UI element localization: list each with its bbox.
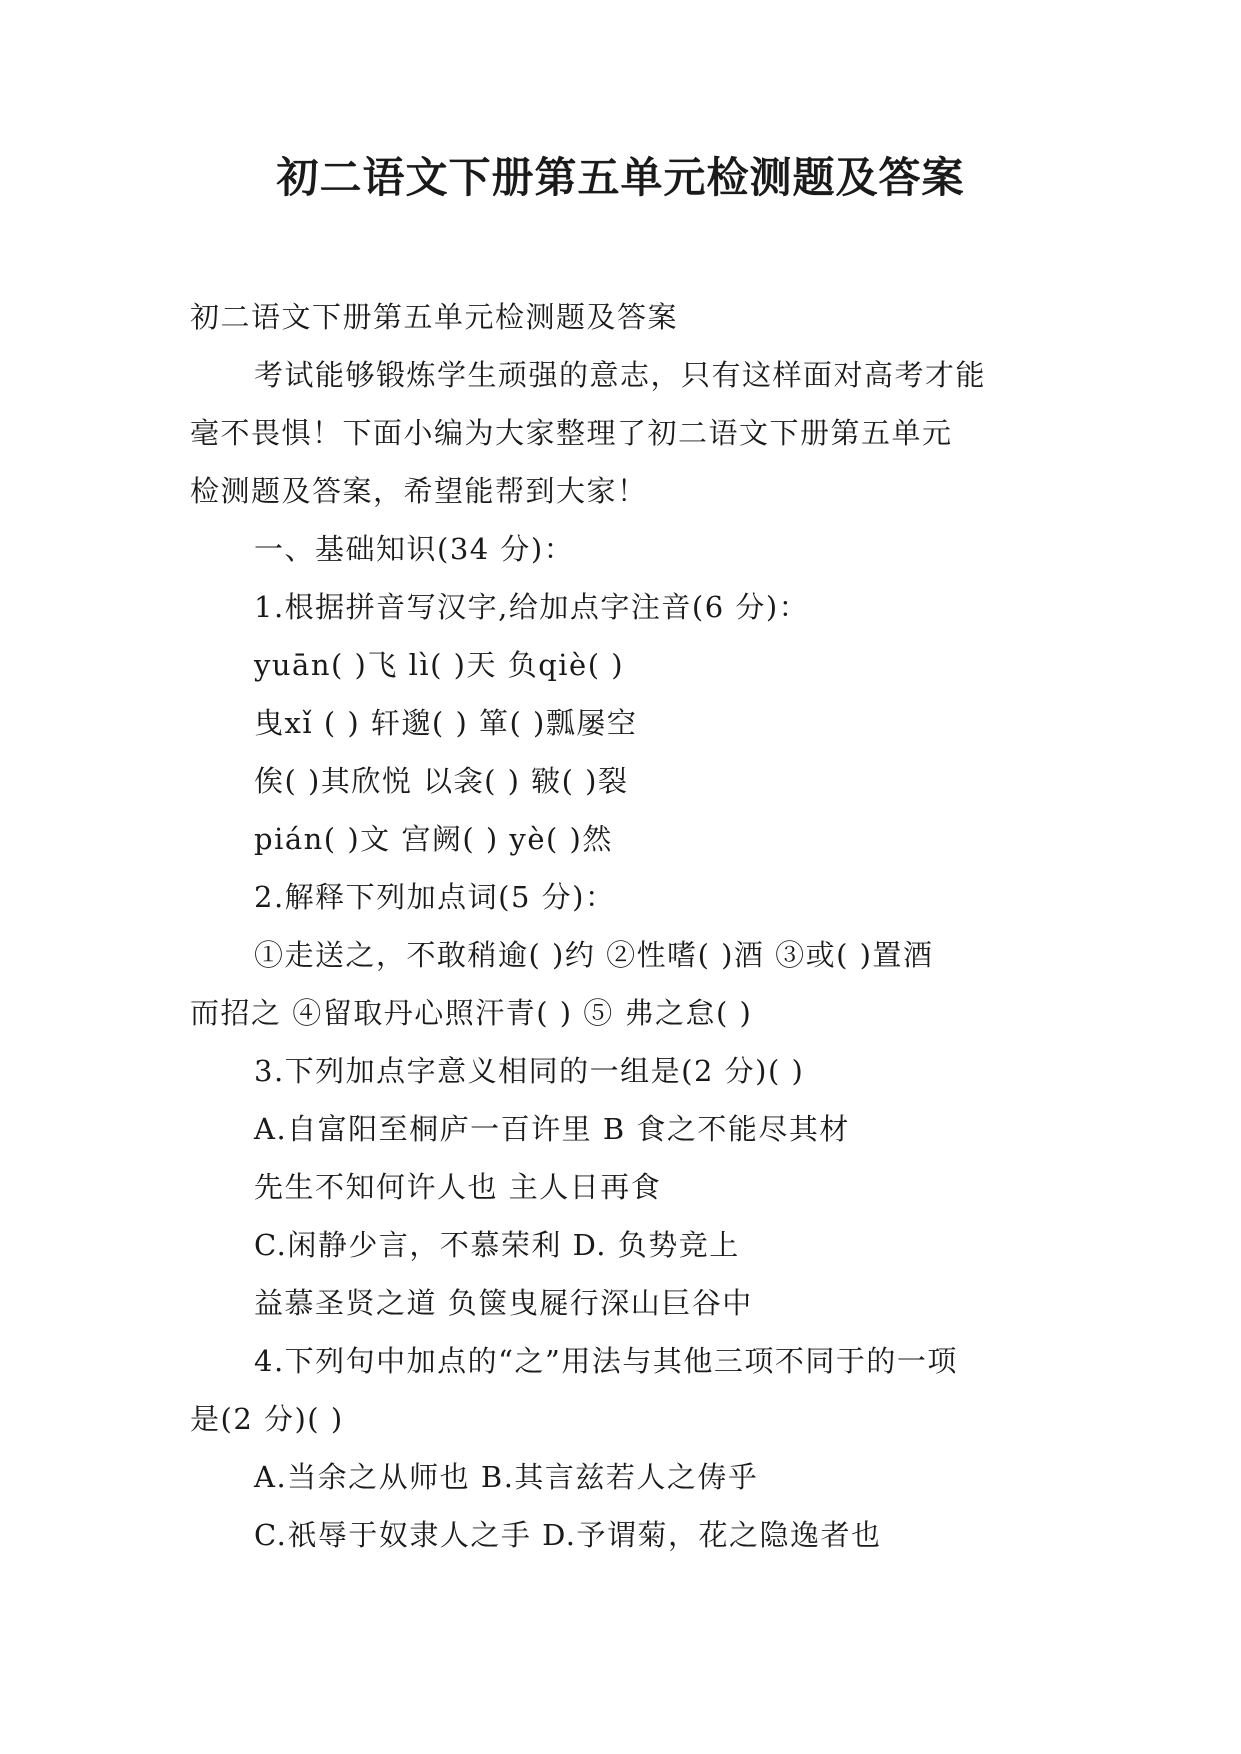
text-line: 考试能够锻炼学生顽强的意志，只有这样面对高考才能 (254, 358, 987, 392)
text-line: 而招之 ④留取丹心照汗青( ) ⑤ 弗之怠( ) (190, 996, 753, 1030)
text-line: A.当余之从师也 B.其言兹若人之俦乎 (254, 1460, 759, 1494)
text-line: A.自富阳至桐庐一百许里 B 食之不能尽其材 (254, 1112, 850, 1146)
text-line: 是(2 分)( ) (190, 1402, 344, 1436)
text-line: ①走送之，不敢稍逾( )约 ②性嗜( )酒 ③或( )置酒 (254, 938, 934, 972)
text-line: C.祇辱于奴隶人之手 D.予谓菊，花之隐逸者也 (254, 1518, 882, 1552)
text-line: 毫不畏惧！下面小编为大家整理了初二语文下册第五单元 (190, 416, 953, 450)
text-line: 一、基础知识(34 分)： (254, 532, 575, 566)
text-line: 曳xǐ ( ) 轩邈( ) 箪( )瓢屡空 (254, 706, 638, 740)
text-line: 检测题及答案，希望能帮到大家！ (190, 474, 648, 508)
text-line: 1.根据拼音写汉字,给加点字注音(6 分)： (254, 590, 810, 624)
text-line: 初二语文下册第五单元检测题及答案 (190, 300, 679, 334)
text-line: pián( )文 宫阙( ) yè( )然 (254, 822, 613, 856)
text-line: 先生不知何许人也 主人日再食 (254, 1170, 662, 1204)
text-line: 俟( )其欣悦 以衾( ) 皲( )裂 (254, 764, 629, 798)
text-line: C.闲静少言，不慕荣利 D. 负势竞上 (254, 1228, 740, 1262)
text-line: 益慕圣贤之道 负箧曳屣行深山巨谷中 (254, 1286, 753, 1320)
text-line: 2.解释下列加点词(5 分)： (254, 880, 616, 914)
document-title: 初二语文下册第五单元检测题及答案 (276, 153, 965, 202)
text-line: yuān( )飞 lì( )天 负qiè( ) (254, 648, 625, 682)
document-body (190, 288, 1050, 1564)
text-line: 3.下列加点字意义相同的一组是(2 分)( ) (254, 1054, 805, 1088)
text-line: 4.下列句中加点的“之”用法与其他三项不同于的一项 (254, 1344, 958, 1378)
